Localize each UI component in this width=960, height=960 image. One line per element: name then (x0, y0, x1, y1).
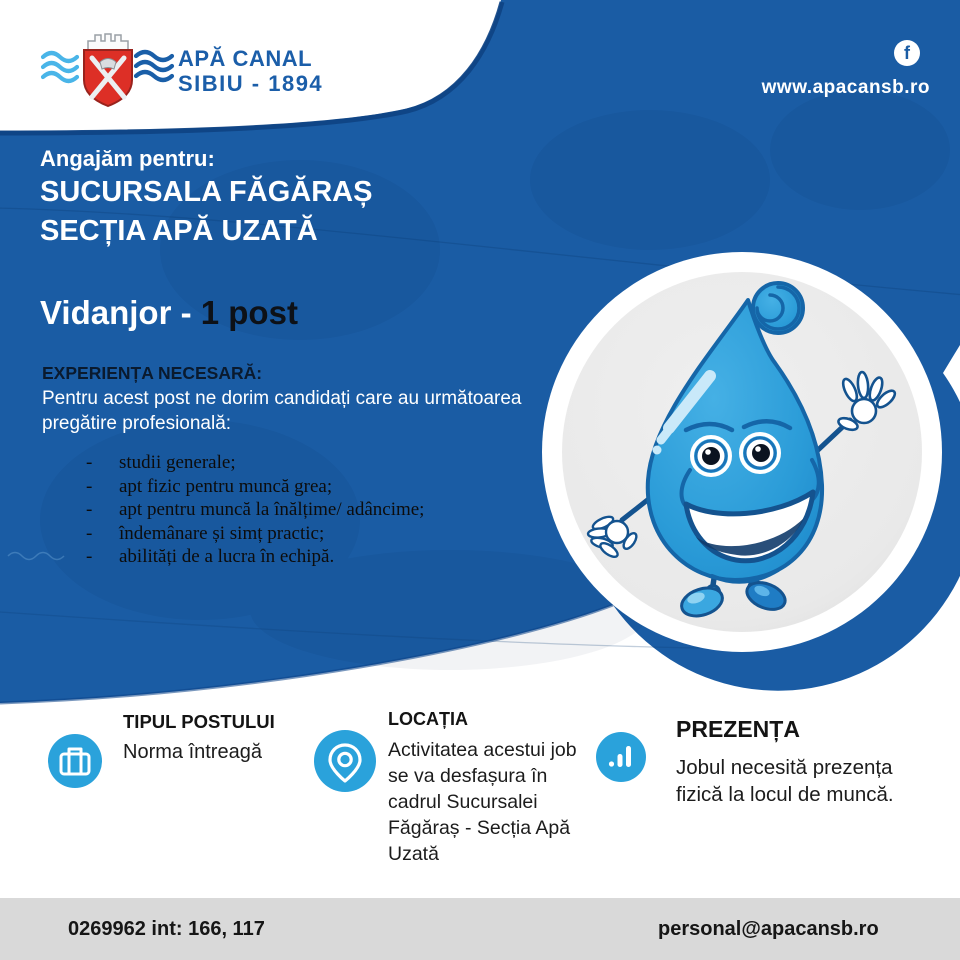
sibiu-coat-of-arms-icon (84, 34, 132, 106)
mascot-curl (753, 283, 803, 333)
logo-wordmark-line2: SIBIU - 1894 (178, 71, 324, 96)
mascot-right-eye (741, 434, 779, 472)
list-item (86, 498, 424, 522)
logo-wordmark-line1: APĂ CANAL (178, 46, 313, 71)
list-item-text: apt fizic pentru muncă grea; (119, 475, 333, 497)
hero-intro: Angajăm pentru: (40, 146, 215, 171)
list-bullet: - (86, 499, 93, 520)
list-bullet: - (86, 475, 93, 497)
experience-title: EXPERIENȚA NECESARĂ: (42, 363, 263, 383)
list-item-text: abilități de a lucra în echipă. (119, 546, 335, 567)
list-item (86, 475, 424, 499)
footer-email[interactable]: personal@apacansb.ro (658, 917, 879, 940)
job-type-value: Norma întreagă (123, 741, 262, 763)
website-link[interactable]: www.apacansb.ro (761, 77, 930, 98)
experience-list (86, 451, 424, 569)
job-title (40, 294, 298, 332)
list-bullet: - (86, 546, 93, 567)
location-text: Activitatea acestui job se va desfașura în cadrul Sucursalei Făgăraș - Secția Apă Uzată (388, 739, 577, 865)
experience-intro-line2: pregătire profesională: (42, 413, 232, 434)
list-item-text: îndemânare și simț practic; (119, 522, 325, 544)
list-item (86, 451, 424, 475)
presence-title: PREZENȚA (676, 716, 800, 742)
experience-intro-line1: Pentru acest post ne dorim candidați care au următoarea (42, 388, 522, 409)
location-pin-icon (314, 730, 376, 792)
hero-branch-line2: SECȚIA APĂ UZATĂ (40, 215, 318, 247)
hero-branch-line1: SUCURSALA FĂGĂRAȘ (40, 176, 373, 208)
location-title: LOCAȚIA (388, 709, 468, 729)
job-type-title: TIPUL POSTULUI (123, 711, 275, 732)
briefcase-icon (48, 734, 102, 788)
job-title-count: 1 post (200, 294, 298, 331)
facebook-letter: f (904, 43, 910, 63)
list-item-text: studii generale; (119, 452, 236, 473)
list-item (86, 545, 424, 569)
facebook-icon[interactable] (894, 40, 920, 66)
job-title-name: Vidanjor - (40, 294, 201, 331)
list-item (86, 522, 424, 546)
footer-phone: 0269962 int: 166, 117 (68, 917, 265, 940)
list-item-text: apt pentru muncă la înălțime/ adâncime; (119, 499, 425, 520)
list-bullet: - (86, 452, 93, 473)
bar-stats-icon (596, 732, 646, 782)
presence-text: Jobul necesită prezența fizică la locul de muncă. (676, 756, 894, 806)
mascot-left-eye (692, 437, 730, 475)
list-bullet: - (86, 522, 93, 544)
